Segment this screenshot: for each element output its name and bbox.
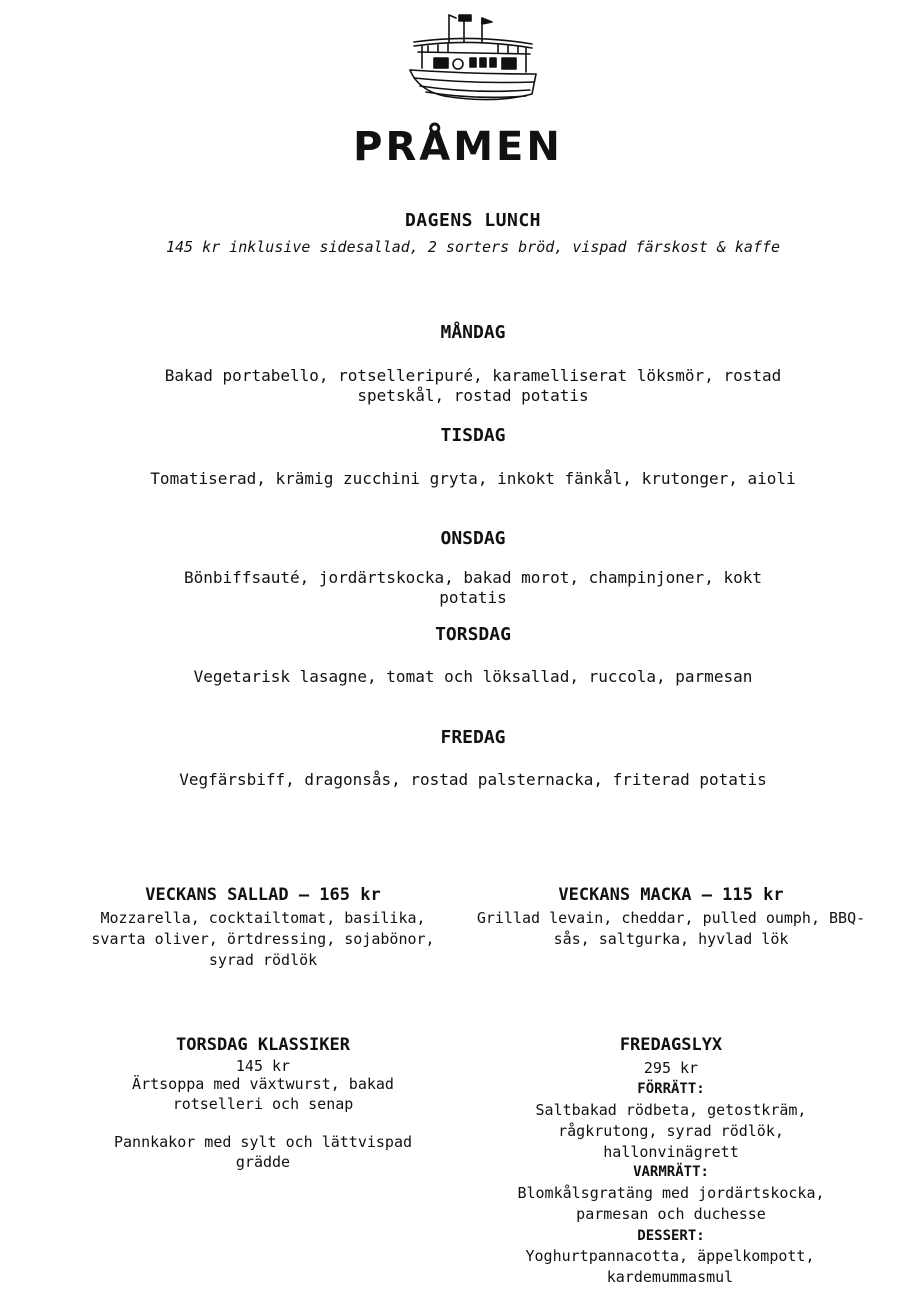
thursday-classic-title: TORSDAG KLASSIKER [176, 1035, 350, 1055]
friday-luxe-starter-label: FÖRRÄTT: [637, 1081, 705, 1097]
day-title-wednesday: ONSDAG [440, 528, 506, 549]
friday-luxe-price: 295 kr [643, 1059, 699, 1077]
day-dish-wednesday: Bönbiffsauté, jordärtskocka, bakad morot, champinjoner, kokt potatis [184, 568, 762, 607]
friday-luxe-main: Blomkålsgratäng med jordärtskocka, parmesan och duchesse [517, 1184, 825, 1223]
brand-name: PRÅMEN [353, 124, 563, 170]
day-dish-thursday: Vegetarisk lasagne, tomat och löksallad, ruccola, parmesan [193, 667, 753, 686]
weekly-sandwich-title: VECKANS MACKA – 115 kr [558, 885, 784, 905]
weekly-salad-description: Mozzarella, cocktailtomat, basilika, svarta oliver, örtdressing, sojabönor, syrad rödlök [91, 909, 435, 969]
day-title-thursday: TORSDAG [435, 624, 511, 645]
day-dish-tuesday: Tomatiserad, krämig zucchini gryta, inkokt fänkål, krutonger, aioli [150, 469, 796, 488]
day-dish-friday: Vegfärsbiff, dragonsås, rostad palsternacka, friterad potatis [179, 770, 767, 789]
ferry-boat-icon [404, 12, 540, 104]
friday-luxe-dessert-label: DESSERT: [637, 1228, 705, 1244]
thursday-classic-item-2: Pannkakor med sylt och lättvispad grädde [113, 1133, 412, 1171]
day-title-monday: MÅNDAG [440, 322, 506, 343]
day-title-tuesday: TISDAG [440, 425, 506, 446]
thursday-classic-price: 145 kr [235, 1057, 291, 1075]
friday-luxe-dessert: Yoghurtpannacotta, äppelkompott, kardemummasmul [525, 1247, 815, 1286]
weekly-sandwich-description: Grillad levain, cheddar, pulled oumph, BBQ-sås, saltgurka, hyvlad lök [476, 909, 866, 948]
lunch-subtitle: 145 kr inklusive sidesallad, 2 sorters bröd, vispad färskost & kaffe [165, 238, 781, 256]
friday-luxe-starter: Saltbakad rödbeta, getostkräm, rågkrutong, syrad rödlök, hallonvinägrett [535, 1101, 807, 1161]
day-title-friday: FREDAG [440, 727, 506, 748]
day-dish-monday: Bakad portabello, rotselleripuré, karamelliserat löksmör, rostad spetskål, rostad potatis [164, 366, 782, 405]
thursday-classic-item-1: Ärtsoppa med växtwurst, bakad rotselleri och senap [132, 1075, 394, 1113]
weekly-salad-title: VECKANS SALLAD – 165 kr [145, 885, 381, 905]
lunch-title: DAGENS LUNCH [404, 210, 542, 231]
friday-luxe-main-label: VARMRÄTT: [633, 1164, 709, 1180]
friday-luxe-title: FREDAGSLYX [619, 1035, 723, 1055]
